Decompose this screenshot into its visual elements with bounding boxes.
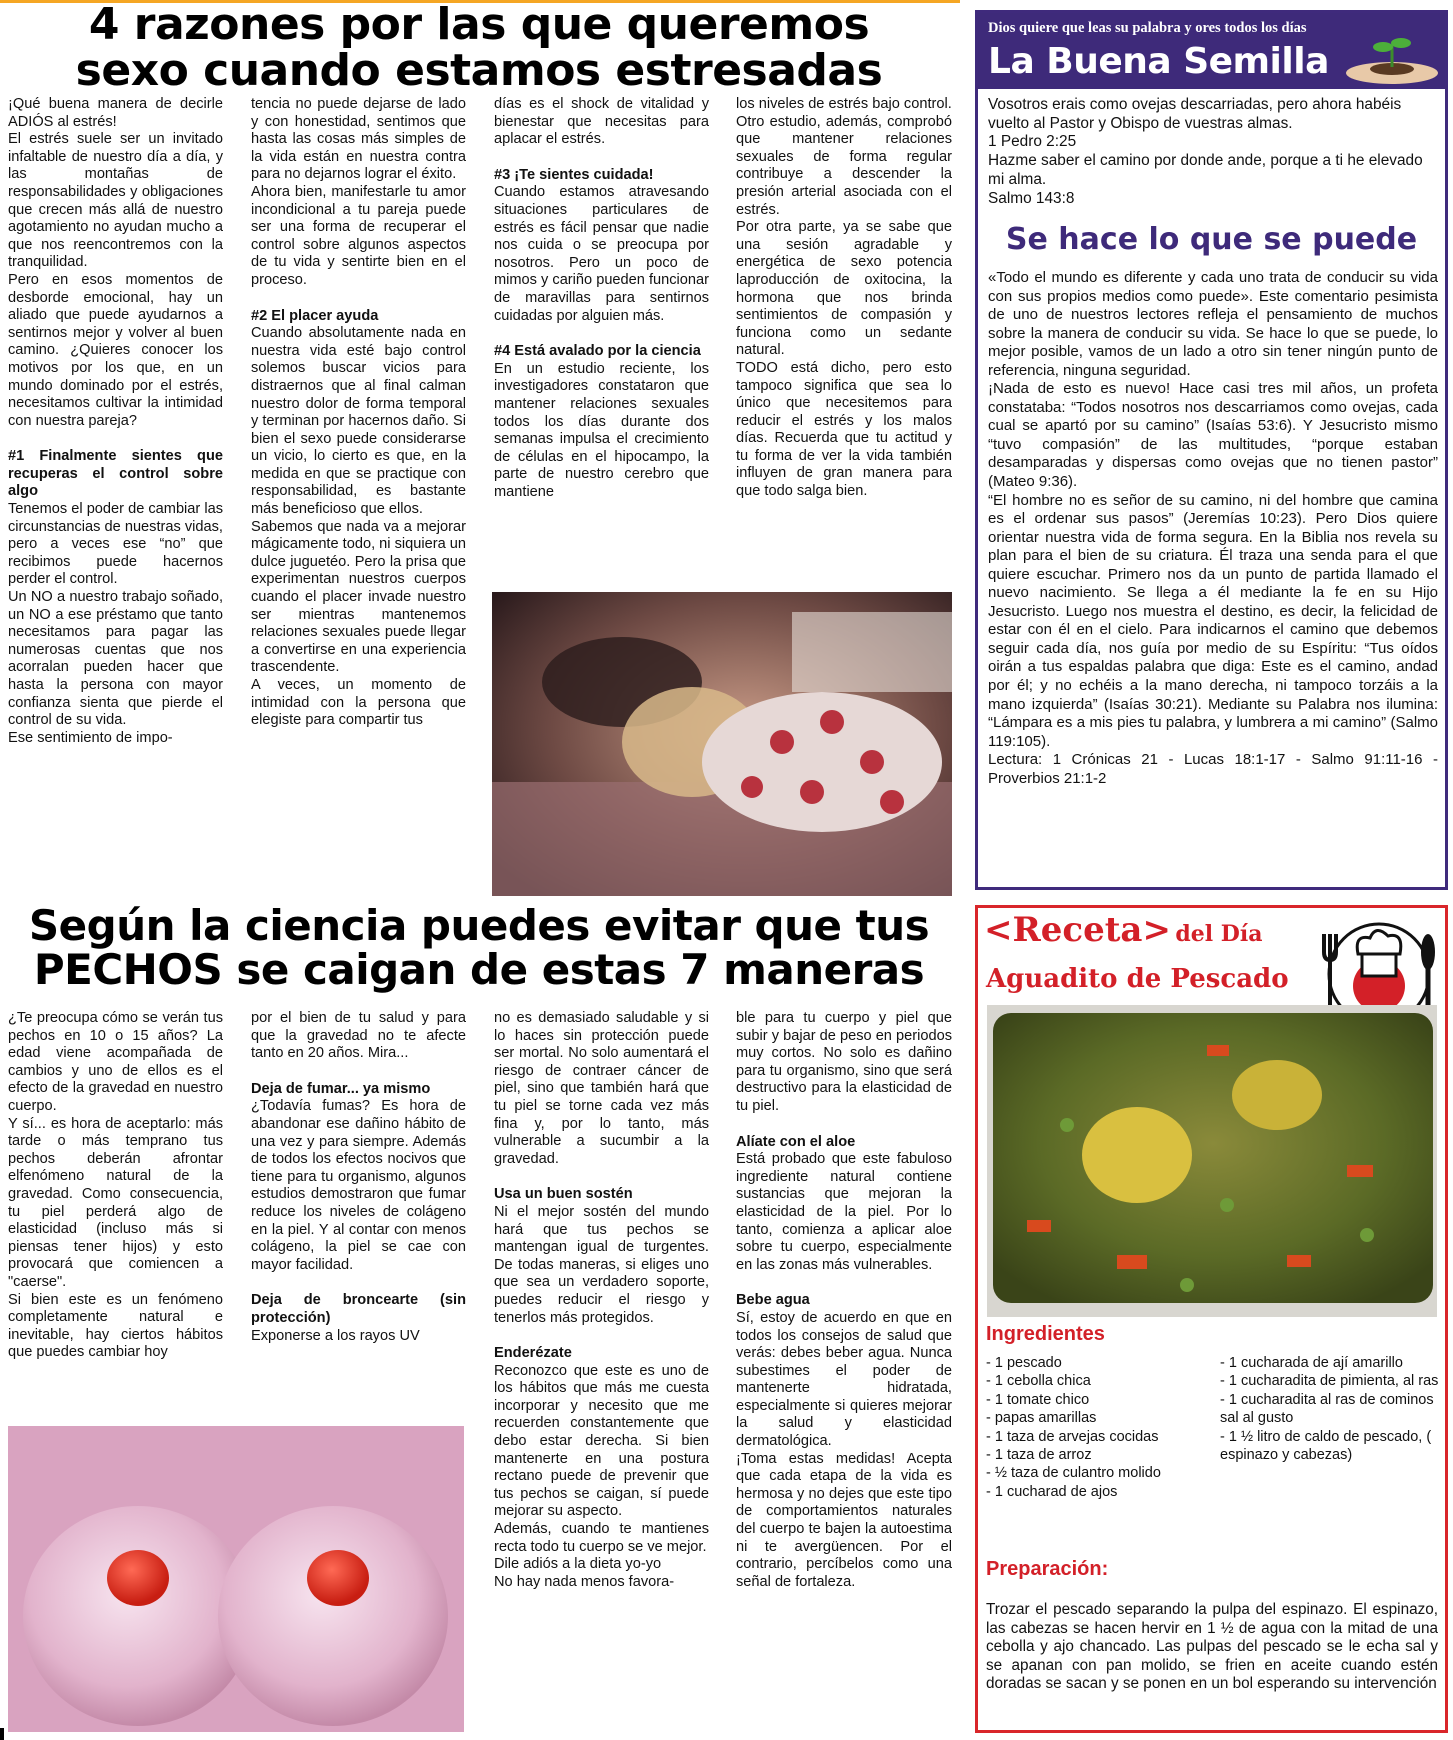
devotional-body: [988, 269, 1438, 885]
list-item: “El hombre no es señor de su camino, ni del hombre que camina es el ordenar sus pasos” (Jeremías 10:23). Pero Dios quiere orientar nuestra vida de forma segura. En la Biblia nos revela su plan para el bien de su criatura. Él traza una senda para el que quiere escuchar. Primero nos da un punto de partida llamado el nuevo nacimiento. Se llega a él mediante la fe en su Hijo Jesucristo. Luego nos muestra el destino, es decir, la felicidad de estar con él en el cielo. Para indicarnos el camino que debemos seguir cada día, nos guía por medio de su Espíritu: “Tus oídos oirán a tus espaldas palabra que diga: Este es el camino, andad por él; y no echéis a la mano derecha, ni tampoco torzáis a la mano izquierda” (Isaías 30:21). Mediante su Palabra nos ilumina: “Lámpara es a mis pies tu palabra, y lumbrera a mi camino” (Salmo 119:105).: [988, 491, 1438, 750]
recipe-label-main: <Receta>: [984, 910, 1171, 950]
section-heading: #4 Está avalado por la ciencia: [494, 343, 701, 360]
paragraph: TODO está dicho, pero esto tampoco significa que sea lo único que necesitemos para reducir el estrés y los malos días. Recuerda que tu actitud y tu forma de ver la vida también influyen de gran manera para que todo salga bien.: [736, 359, 952, 500]
paragraph: por el bien de tu salud y para que la gravedad no te afecte tanto en 20 años. Mira...: [251, 1010, 466, 1062]
section-heading: #1 Finalmente sientes que recuperas el control sobre algo: [8, 448, 223, 500]
article1-headline-line2: sexo cuando estamos estresadas: [75, 45, 883, 97]
list-item: - 1 cucharadita de pimienta, al ras: [1220, 1373, 1439, 1390]
paragraph: Cuando absolutamente nada en nuestra vida esté bajo control solemos buscar vicios para distraernos que al final calman nuestro dolor de forma temporal y terminan por hacernos daño. Si bien el sexo puede considerarse un vicio, lo cierto es que, en la medida en que se practique con responsabilidad, es bastante más beneficioso que ellos.: [251, 325, 466, 518]
list-item: - 1 cucharada de ají amarillo: [1220, 1355, 1403, 1371]
article2-col1: [8, 1010, 223, 1422]
article1-col3: [494, 96, 709, 586]
section-heading: Enderézate: [494, 1345, 572, 1362]
devotional-panel: [975, 10, 1448, 890]
article1-headline-line1: 4 razones por las que queremos: [88, 0, 870, 50]
list-item: - 1 cucharad de ajos: [986, 1483, 1118, 1500]
ingredients-list-right: [1220, 1354, 1442, 1464]
section-heading: Deja de fumar... ya mismo: [251, 1080, 431, 1097]
paragraph: Además, cuando te mantienes recta todo tu cuerpo se ve mejor.: [494, 1521, 709, 1555]
paragraph: Si bien este es un fenómeno completamente natural e inevitable, hay ciertos hábitos que puedes cambiar hoy: [8, 1291, 223, 1361]
article2-headline: [4, 901, 954, 995]
paragraph: días es el shock de vitalidad y bienestar que necesitas para aplacar el estrés.: [494, 96, 709, 148]
paragraph: Tenemos el poder de cambiar las circunstancias de nuestras vidas, pero a veces ese “no” que recibimos puede hacernos perder el control.: [8, 501, 223, 588]
section-heading: Bebe agua: [736, 1292, 810, 1309]
list-item: «Todo el mundo es diferente y cada uno trata de conducir su vida con sus propios medios como puede». Este comentario pesimista de uno de nuestros lectores refleja el pensamiento de muchos sobre la manera de conducir su vida. Se hace lo que se puede, lo mejor posible, vamos de un lado a otro sin tener ningún punto de referencia, ninguna seguridad.: [988, 269, 1438, 379]
seedling-hand-icon: [1342, 23, 1442, 85]
section-heading: Deja de broncearte (sin protección): [251, 1292, 466, 1326]
corner-mark: [0, 1728, 4, 1740]
paragraph: Y sí... es hora de aceptarlo: más tarde o más temprano tus pechos deberán afrontar elfenómeno natural de la gravedad. Como consecuencia, tu piel perderá algo de elasticidad (incluso más si piensas tener hijos) y esto provocará que comiencen a "caerse".: [8, 1115, 223, 1290]
paragraph: ¡Toma estas medidas! Acepta que cada etapa de la vida es hermosa y no dejes que este tipo de comportamientos naturales del cuerpo te bajen la autoestima ni te avergüencen. Por el contrario, percíbelos como una señal de fortaleza.: [736, 1450, 952, 1590]
paragraph: Sabemos que nada va a mejorar mágicamente todo, ni siquiera un dulce juguetéo. Pero la prisa que experimentan nuestros cuerpos cuando el placer invade nuestro ser mientras mantenemos relaciones sexuales puede llegar a convertirse en una experiencia trascendente.: [251, 518, 466, 676]
paragraph: Reconozco que este es uno de los hábitos que más me cuesta incorporar y necesito que me recuerden constantemente que debo estar derecha. Si bien mantenerte en una postura rectano puede de prevenir que tus pechos se caigan, sí puede mejorar su aspecto.: [494, 1362, 709, 1520]
preparation-text: Trozar el pescado separando la pulpa del espinazo. El espinazo, las cabezas se hacen hervir en 1 ½ de agua con la mitad de una cebolla y ajo chancado. Las pulpas del pescado se le echa sal y se apanan con pan molido, se frien en aceite cuando estén doradas se sacan y se ponen en un bol esperando su intervención: [986, 1601, 1438, 1693]
recipe-panel: [975, 905, 1448, 1733]
paragraph: No hay nada menos favora-: [494, 1573, 675, 1590]
ice-cream-graphic: [8, 1426, 464, 1732]
paragraph: Exponerse a los rayos UV: [251, 1327, 420, 1344]
list-item: - 1 cucharadita al ras de cominos sal al gusto: [1220, 1391, 1434, 1427]
paragraph: Pero en esos momentos de desborde emocional, hay un aliado que puede ayudarnos a sentirnos mejor y volver al buen camino. ¿Quieres conocer los motivos por los que, en un mundo dominado por el estrés, necesitamos cultivar la intimidad con nuestra pareja?: [8, 271, 223, 429]
preparation-title: Preparación:: [986, 1558, 1109, 1580]
list-item: - 1 ½ litro de caldo de pescado, ( espinazo y cabezas): [1220, 1428, 1432, 1464]
section-heading: Alíate con el aloe: [736, 1133, 856, 1150]
paragraph: A veces, un momento de intimidad con la persona que elegiste para compartir tus: [251, 677, 466, 729]
paragraph: Ahora bien, manifestarle tu amor incondicional a tu pareja puede ser una forma de recuperar el control sobre algunos aspectos de tu vida y sentirte bien en el proceso.: [251, 183, 466, 288]
paragraph: ¡Qué buena manera de decirle ADIÓS al estrés!: [8, 96, 223, 130]
devotional-verses: [988, 96, 1438, 216]
article1-col4: [736, 96, 952, 586]
couple-photo-graphic: [492, 592, 952, 896]
list-item: Vosotros erais como ovejas descarriadas, pero ahora habéis vuelto al Pastor y Obispo de vuestras almas.: [988, 96, 1402, 132]
devotional-tagline: Dios quiere que leas su palabra y ores todos los días: [988, 20, 1307, 36]
couple-photo: [492, 592, 952, 896]
ice-cream-photo: [8, 1426, 464, 1732]
devotional-header: [978, 13, 1445, 89]
paragraph: El estrés suele ser un invitado infaltable de nuestro día a día, y las montañas de responsabilidades y obligaciones que crecen más allá de nuestro agotamiento no ayudan mucho a que nos reencontremos con la tranquilidad.: [8, 131, 223, 271]
article2-col2: [251, 1010, 466, 1422]
section-heading: #2 El placer ayuda: [251, 307, 379, 324]
recipe-dish-title: Aguadito de Pescado: [986, 964, 1289, 994]
article2-headline-line2: PECHOS se caigan de estas 7 maneras: [33, 945, 925, 995]
article1-headline: [4, 0, 954, 97]
ingredients-title: Ingredientes: [986, 1323, 1105, 1345]
paragraph: Ni el mejor sostén del mundo hará que tus pechos se mantengan igual de turgentes. De todas maneras, si eliges uno que sea un verdadero soporte, puedes reducir el riesgo y tenerlos más protegidos.: [494, 1203, 709, 1326]
paragraph: Por otra parte, ya se sabe que una sesión agradable y energética de sexo potencia laproducción de oxitocina, la hormona que nos brinda sentimientos de compasión y funciona como un sedante natural.: [736, 219, 952, 359]
list-item: 1 Pedro 2:25: [988, 133, 1077, 151]
list-item: - 1 pescado: [986, 1355, 1062, 1371]
list-item: Lectura: 1 Crónicas 21 - Lucas 18:1-17 - Salmo 91:11-16 - Proverbios 21:1-2: [988, 751, 1438, 787]
devotional-title: La Buena Semilla: [988, 41, 1329, 82]
article2-col4: [736, 1010, 952, 1736]
list-item: Hazme saber el camino por donde ande, porque a ti he elevado mi alma.: [988, 152, 1423, 188]
ingredients-list-left: [986, 1354, 1206, 1501]
article2-col3: [494, 1010, 709, 1736]
list-item: - papas amarillas: [986, 1410, 1097, 1427]
paragraph: Otro estudio, además, comprobó que mantener relaciones sexuales de forma regular contribuye a descender la presión arterial asociada con el estrés.: [736, 113, 952, 218]
article2-headline-line1: Según la ciencia puedes evitar que tus: [28, 901, 930, 950]
paragraph: ble para tu cuerpo y piel que subir y bajar de peso en periodos muy cortos. No solo es dañino para tu organismo, sino que será destructivo para la elasticidad de tu piel.: [736, 1010, 952, 1114]
recipe-label: [984, 910, 1262, 950]
aguadito-photo: [987, 1005, 1437, 1317]
paragraph: tencia no puede dejarse de lado y con honestidad, sentimos que hasta las cosas más simples de la vida están en nuestra contra para no dejarnos lograr el éxito.: [251, 96, 466, 183]
paragraph: Está probado que este fabuloso ingrediente natural contiene sustancias que mejoran la elasticidad de la piel. Por lo tanto, comienza a aplicar aloe sobre tu cuerpo, especialmente en las zonas más vulnerables.: [736, 1151, 952, 1273]
section-heading: Usa un buen sostén: [494, 1186, 633, 1203]
paragraph: Cuando estamos atravesando situaciones particulares de estrés es fácil pensar que nadie nos cuida o se preocupa por nosotros. Pero un poco de mimos y cariño pueden funcionar de maravillas para sentirnos cuidadas por alguien más.: [494, 184, 709, 324]
article1-col1: [8, 96, 223, 900]
paragraph: los niveles de estrés bajo control.: [736, 96, 952, 112]
list-item: - 1 taza de arroz: [986, 1447, 1092, 1464]
devotional-subtitle: Se hace lo que se puede: [1005, 222, 1418, 257]
section-heading: #3 ¡Te sientes cuidada!: [494, 166, 654, 183]
paragraph: ¿Te preocupa cómo se verán tus pechos en 10 o 15 años? La edad viene acompañada de cambios y uno de ellos es el efecto de la gravedad en nuestro cuerpo.: [8, 1010, 223, 1114]
list-item: Salmo 143:8: [988, 189, 1075, 207]
paragraph: Dile adiós a la dieta yo-yo: [494, 1556, 662, 1573]
paragraph: no es demasiado saludable y si lo haces sin protección puede ser mortal. No solo aumentará el riesgo de contraer cáncer de piel, sino que también hará que tu piel se torne cada vez más fina y, por lo tanto, más vulnerable a sucumbir a la gravedad.: [494, 1010, 709, 1167]
list-item: - 1 tomate chico: [986, 1391, 1090, 1408]
list-item: - 1 cebolla chica: [986, 1373, 1091, 1390]
paragraph: En un estudio reciente, los investigadores constataron que mantener relaciones sexuales todos los días durante dos semanas impulsa el crecimiento de células en el hipocampo, la parte de nuestro cerebro que mantiene: [494, 360, 709, 500]
paragraph: Sí, estoy de acuerdo en que en todos los consejos de salud que verás: debes beber agua. Nunca subestimes el poder de mantenerte hidratada, especialmente si quieres mejorar la salud y elasticidad dermatológica.: [736, 1309, 952, 1450]
paragraph: Un NO a nuestro trabajo soñado, un NO a ese préstamo que tanto necesitamos para pagar las numerosas cuentas que nos acorralan pueden hacer que hasta la persona con mayor confianza sienta que pierde el control de su vida.: [8, 589, 223, 729]
paragraph: ¿Todavía fumas? Es hora de abandonar ese dañino hábito de una vez y para siempre. Además de todos los efectos nocivos que tiene para tu organismo, algunos estudios demostraron que fumar reduce los niveles de colágeno en la piel. Y al contar con menos colágeno, la piel se cae con mayor facilidad.: [251, 1098, 466, 1273]
recipe-label-suffix: del Día: [1175, 921, 1263, 947]
list-item: ¡Nada de esto es nuevo! Hace casi tres mil años, un profeta constataba: “Todos nosotros nos descarriamos como ovejas, cada cual se apartó por su camino” (Isaías 53:6). Y Jesucristo mismo “tuvo compasión” de las multitudes, “porque estaban desamparadas y dispersas como ovejas que no tienen pastor” (Mateo 9:36).: [988, 380, 1438, 491]
paragraph: Ese sentimiento de impo-: [8, 729, 173, 746]
list-item: - ½ taza de culantro molido: [986, 1465, 1161, 1482]
article1-col2: [251, 96, 466, 900]
list-item: - 1 taza de arvejas cocidas: [986, 1428, 1159, 1445]
